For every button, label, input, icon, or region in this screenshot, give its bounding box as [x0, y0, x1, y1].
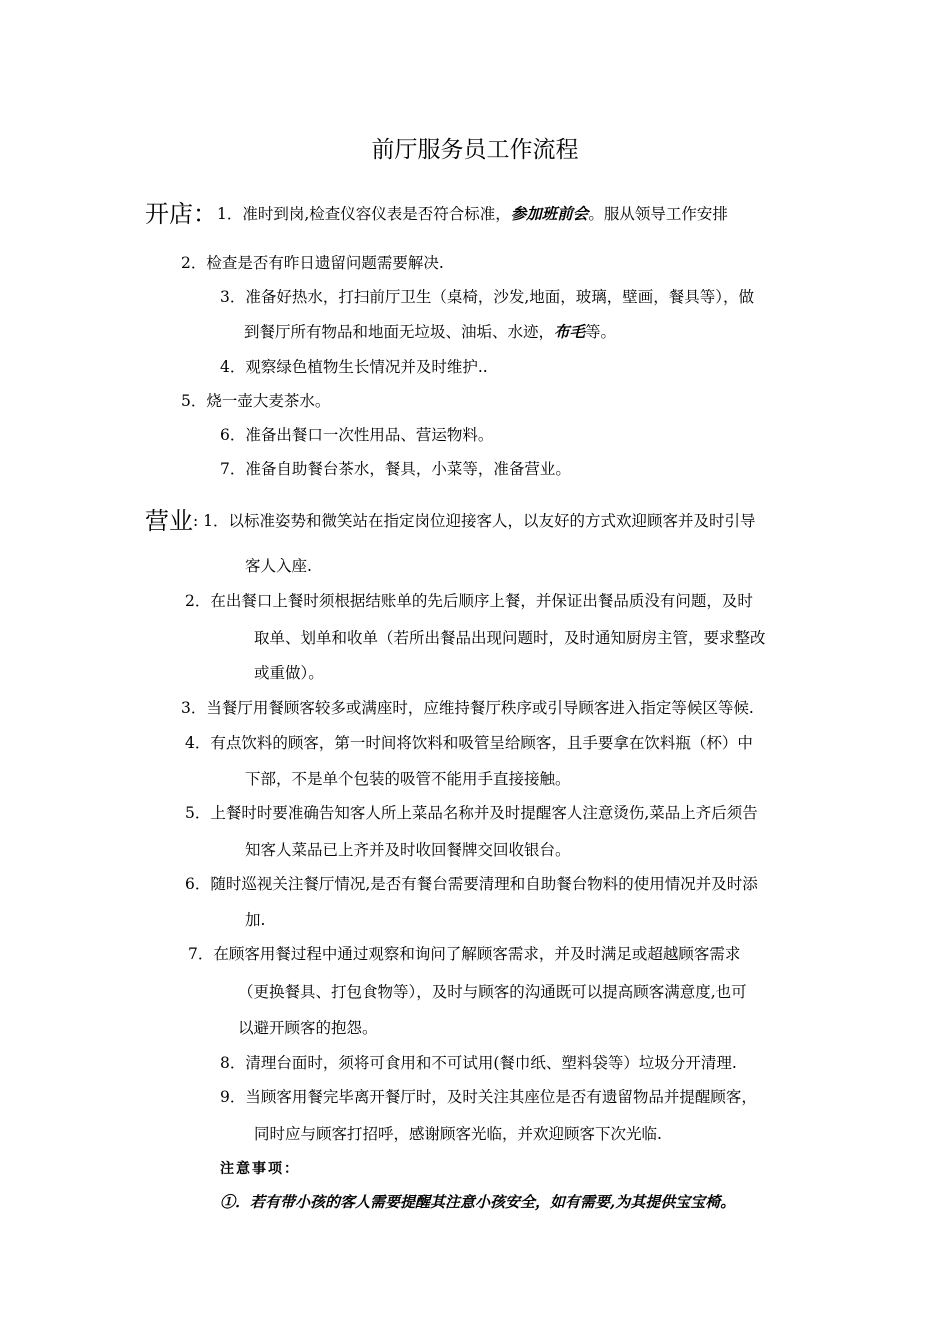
- open-item-6: 6．准备出餐口一次性用品、营运物料。: [220, 426, 494, 444]
- business-item-3: 3．当餐厅用餐顾客较多或满座时，应维持餐厅秩序或引导顾客进入指定等候区等候.: [181, 699, 754, 717]
- open-item-3-emphasis: 布毛: [554, 322, 586, 341]
- page-title: 前厅服务员工作流程: [371, 137, 579, 163]
- open-item-3-line-1: 3．准备好热水，打扫前厅卫生（桌椅，沙发,地面，玻璃，壁画，餐具等），做: [220, 288, 755, 306]
- business-item-2-line-1: 2．在出餐口上餐时须根据结账单的先后顺序上餐，并保证出餐品质没有问题，及时: [185, 592, 753, 610]
- business-item-1-line-1: [145, 507, 756, 535]
- business-item-7-line-3: 以避开顾客的抱怨。: [238, 1019, 378, 1037]
- open-heading: 开店：: [145, 200, 217, 228]
- business-item-1-line-2: 客人入座.: [245, 557, 312, 575]
- open-item-4: 4．观察绿色植物生长情况并及时维护..: [220, 358, 488, 376]
- business-heading: 营业: [145, 507, 193, 535]
- business-item-7-line-2: （更换餐具、打包食物等），及时与顾客的沟通既可以提高顾客满意度,也可: [238, 983, 747, 1001]
- open-item-1: [145, 200, 728, 228]
- business-item-5-line-2: 知客人菜品已上齐并及时收回餐牌交回收银台。: [245, 841, 571, 859]
- open-item-5: 5．烧一壶大麦茶水。: [181, 392, 331, 410]
- open-item-7: 7．准备自助餐台茶水，餐具，小菜等，准备营业。: [220, 460, 571, 478]
- note-item-1: ①．若有带小孩的客人需要提醒其注意小孩安全，如有需要,为其提供宝宝椅。: [220, 1193, 736, 1211]
- business-item-7-line-1: 7．在顾客用餐过程中通过观察和询问了解顾客需求，并及时满足或超越顾客需求: [188, 945, 741, 963]
- open-item-3-line-2: [244, 322, 616, 342]
- business-item-1-text: : 1．以标准姿势和微笑站在指定岗位迎接客人，以友好的方式欢迎顾客并及时引导: [193, 512, 756, 530]
- business-item-4-line-1: 4．有点饮料的顾客，第一时间将饮料和吸管呈给顾客，且手要拿在饮料瓶（杯）中: [185, 734, 753, 752]
- business-item-6-line-1: 6．随时巡视关注餐厅情况,是否有餐台需要清理和自助餐台物料的使用情况并及时添: [185, 875, 758, 893]
- open-item-3-tail: 等。: [585, 323, 617, 341]
- business-item-2-line-2: 取单、划单和收单（若所出餐品出现问题时，及时通知厨房主管，要求整改: [254, 629, 766, 647]
- business-item-6-line-2: 加.: [245, 911, 266, 929]
- open-item-2: 2．检查是否有昨日遗留问题需要解决.: [181, 254, 444, 272]
- open-item-1-emphasis: 参加班前会: [510, 204, 589, 223]
- open-item-1-text: 1．准时到岗,检查仪容仪表是否符合标准，: [217, 205, 511, 223]
- business-item-9-line-2: 同时应与顾客打招呼，感谢顾客光临，并欢迎顾客下次光临.: [254, 1125, 662, 1143]
- business-item-2-line-3: 或重做）。: [254, 664, 324, 682]
- business-item-9-line-1: 9．当顾客用餐完毕离开餐厅时，及时关注其座位是否有遗留物品并提醒顾客，: [220, 1088, 757, 1106]
- open-item-3-text: 到餐厅所有物品和地面无垃圾、油垢、水迹，: [244, 323, 555, 341]
- notes-heading: 注意事项：: [220, 1161, 300, 1177]
- business-item-5-line-1: 5．上餐时时要准确告知客人所上菜品名称并及时提醒客人注意烫伤,菜品上齐后须告: [185, 804, 758, 822]
- open-item-1-tail: 。服从领导工作安排: [588, 205, 728, 223]
- business-item-4-line-2: 下部，不是单个包装的吸管不能用手直接接触。: [245, 770, 571, 788]
- business-item-8: 8．清理台面时，须将可食用和不可试用(餐巾纸、塑料袋等）垃圾分开清理.: [220, 1054, 737, 1072]
